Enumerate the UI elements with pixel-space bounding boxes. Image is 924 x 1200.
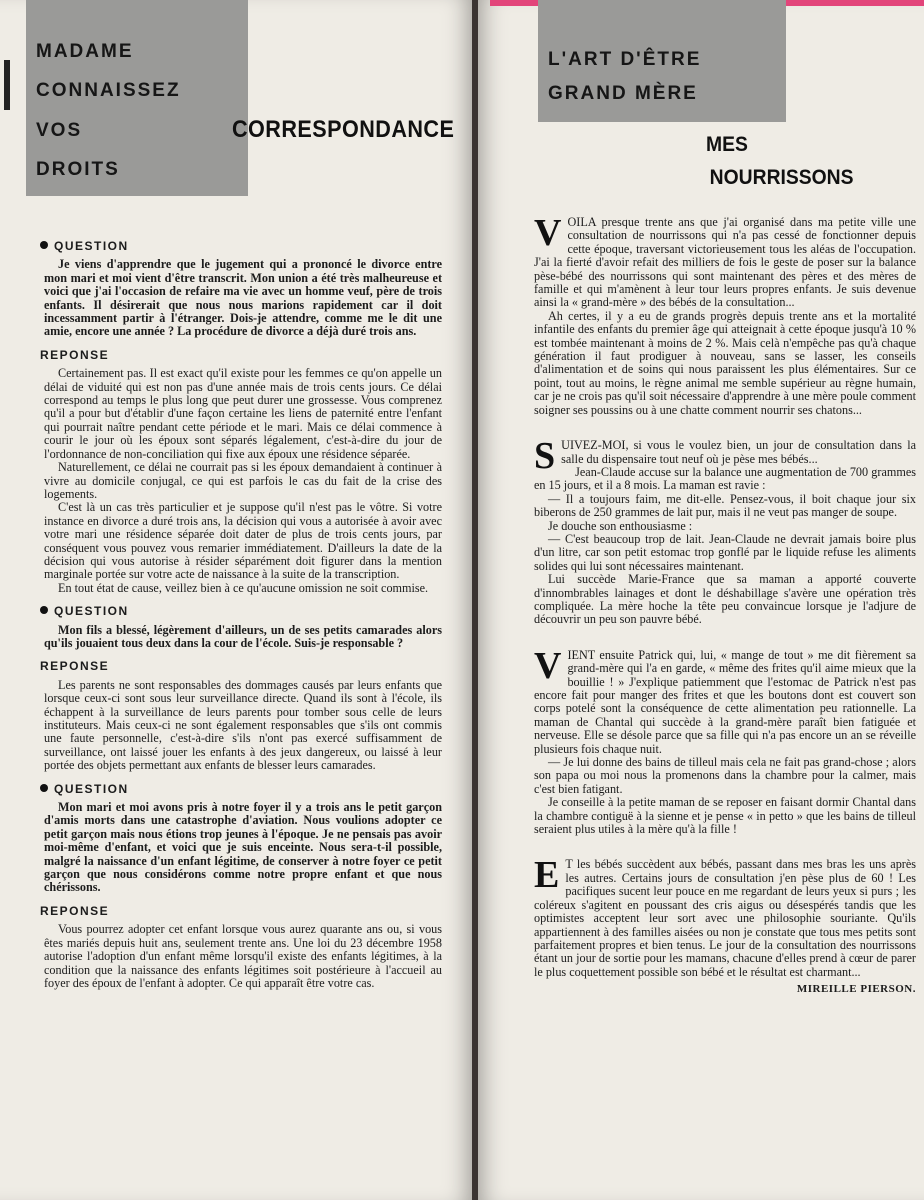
rubric-line: CONNAISSEZ <box>36 80 181 101</box>
rubric-line: DROITS <box>36 159 120 180</box>
article-paragraph: Jean-Claude accuse sur la balance une augmentation de 700 grammes en 15 jours, et il a 8 mois. La maman est ravie : <box>534 464 916 493</box>
page-edge-mark <box>4 60 10 110</box>
question-text: Je viens d'apprendre que le jugement qui a prononcé le divorce entre mon mari et moi vient d'être transcrit. Mon union a été très malheureuse et voici que j'ai l'occasion de refaire ma vie avec un homme veuf, père de trois enfants. Il désirerait que nous nous marions rapidement car il doit incessamment partir à l'étranger. Dois-je attendre, comme me le dit une amie, encore une année ? La procédure de divorce a déjà duré trois ans. <box>44 257 442 339</box>
drop-cap: V <box>534 212 562 254</box>
answer-paragraph: Certainement pas. Il est exact qu'il existe pour les femmes ce qu'on appelle un délai de viduité qui est non pas d'une année mais de trois cents jours. Ce délai correspond au temps le plus long que peut durer une grossesse. Vous comprenez qu'il a pour but d'établir d'une façon certaine les liens de paternité entre l'enfant qui pourrait naître pendant cette période et le mari. Mais ce délai commence à courir le jour où les époux sont séparés légalement, c'est-à-dire du jour de l'ordonnance de non-conciliation qui fixe aux époux une résidence séparée. <box>44 366 442 461</box>
article-title <box>706 128 854 194</box>
answer-paragraph: Naturellement, ce délai ne courrait pas si les époux demandaient à continuer à vivre au domicile conjugal, ce qui est parfois le cas du fait de la crise des logements. <box>44 460 442 501</box>
answer-paragraph: Les parents ne sont responsables des dommages causés par leurs enfants que lorsque ceux-ci sont sous leur surveillance directe. Quand ils sont à l'école, ils échappent à la surveillance de leurs parents pour tomber sous celle de leurs instituteurs. Mais ceux-ci ne sont également responsables que s'ils ont commis une faute personnelle, c'est-à-dire s'ils n'ont pas exercé suffisamment de surveillance, ont laissé jouer les enfants à des jeux dangereux, ou laissé à leur portée des objets permettant aux enfants de blesser leurs camarades. <box>44 677 442 773</box>
answer-paragraph: Vous pourrez adopter cet enfant lorsque vous aurez quarante ans ou, si vous êtes mariés depuis huit ans, seulement trente ans. Une loi du 23 décembre 1958 autorise l'adoption d'un enfant même lorsqu'il existe des enfants légitimes, à la condition que la naissance des enfants légitimes soit postérieure à l'accueil au foyer des époux de l'enfant à adopter. Ce qui apparaît être votre cas. <box>44 922 442 990</box>
article-paragraph: UIVEZ-MOI, si vous le voulez bien, un jour de consultation dans la salle du dispensaire tout neuf où je pèse mes bébés... <box>561 438 916 466</box>
article-paragraph: — C'est beaucoup trop de lait. Jean-Claude ne devrait jamais boire plus d'un litre, car son petit estomac trop gonflé par le liquide refuse les aliments solides qui lui sont nécessaires maintenant. <box>534 531 916 573</box>
question-text: Mon mari et moi avons pris à notre foyer il y a trois ans le petit garçon d'amis morts dans une catastrophe d'aviation. Nous voulions adopter ce petit garçon mais nous étions trop jeunes à l'époque. Je ne pensais pas avoir moi-même d'enfant, et voici que je suis enceinte. Nous sera-t-il possible, malgré la naissance d'un enfant légitime, de conserver à notre foyer ce petit garçon que nous considérons comme notre propre enfant et que nous chérissons. <box>44 800 442 895</box>
rubric-line: VOS <box>36 120 83 141</box>
answer-paragraph: C'est là un cas très particulier et je suppose qu'il n'est pas le vôtre. Si votre instance en divorce a duré trois ans, la décision qui vous a autorisée à avoir avec votre mari une résidence séparée doit dater de plus de trois cents jours, par conséquent vous pouvez vous remarier immédiatement. D'ailleurs la date de la décision qui vous autorise à résider séparément doit figurer dans la mention marginale portée sur votre acte de naissance à la suite de la transcription. <box>44 500 442 582</box>
article-section <box>534 644 916 837</box>
article-paragraph: — Je lui donne des bains de tilleul mais cela ne fait pas grand-chose ; alors son papa ou moi nous la promenons dans la chambre pour la calmer, mais c'est bien fatigant. <box>534 755 916 796</box>
qa-column <box>40 239 442 990</box>
question-text: Mon fils a blessé, légèrement d'ailleurs, un de ses petits camarades alors qu'ils jouaient tous deux dans la cour de l'école. Suis-je responsable ? <box>44 622 442 650</box>
article-paragraph: Ah certes, il y a eu de grands progrès depuis trente ans et la mortalité infantile des enfants du premier âge qui atteignait à cette époque jusqu'à 10 % est tombée maintenant à moins de 2 %. Mais celà n'empêche pas qu'à chaque génération il faut prodiguer à nouveau, sans se lasser, les conseils d'alimentation et de soins qui nous paraissent les plus élémentaires. Sur ce point, tout au moins, le règne animal me semble supérieur au règne humain, car je ne crois pas qu'il soit nécessaire d'apprendre à une mère poule comment soigner ses poussins ou à une chatte comment nourrir ses chatons... <box>534 308 916 417</box>
rubric-line: MADAME <box>36 41 134 62</box>
answer-label: REPONSE <box>40 659 110 674</box>
bullet-icon <box>40 784 48 792</box>
article-paragraph: Je douche son enthousiasme : <box>548 518 693 533</box>
article-paragraph: — Il a toujours faim, me dit-elle. Pensez-vous, il boit chaque jour six biberons de 250 grammes de lait pur, mais il ne veut pas manger de soupe. <box>534 491 916 520</box>
rubric-line: GRAND MÈRE <box>548 83 698 104</box>
drop-cap: E <box>534 854 560 897</box>
bullet-icon <box>40 606 48 614</box>
article-paragraph: Lui succède Marie-France que sa maman a apporté couverte d'innombrables lainages et dont le déshabillage s'avère une opération très compliquée. La mère hoche la tête peu convaincue lorsque je l'adjure de découvrir un peu son pauvre bébé. <box>534 572 916 627</box>
article-paragraph: T les bébés succèdent aux bébés, passant dans mes bras les uns après les autres. Certains jours de consultation j'en pèse plus de 60 ! Les pacifiques sucent leur pouce en me regardant de leurs yeux si purs ; les coléreux s'agitent en poussant des cris aigus ou désespérés tandis que les optimistes acceptent leur sort avec une philosophie souriante. Qu'ils appartiennent à des familles aisées ou non je constate que tous mes petits sont parfaitement propres et bien tenus. Le jour de la consultation des nourrissons étant un jour de sortie pour les mamans, chacune d'elles prend à cœur de parer le plus coquettement possible son bébé et le résultat est charmant... <box>534 857 916 979</box>
rubric-line: L'ART D'ÊTRE <box>548 49 702 70</box>
question-label: QUESTION <box>40 605 442 618</box>
title-line: MES <box>706 133 748 156</box>
article-paragraph: IENT ensuite Patrick qui, lui, « mange de tout » me dit fièrement sa grand-mère qui l'a en garde, « même des frites qu'il aime mieux que la bouillie ! » J'explique patiemment que l'estomac de Patrick n'est pas encore fait pour manger des frites et que les boutons dont est couvert son corps potelé sont la conséquence de cette alimentation peu rationnelle. La maman de Chantal qui succède à la grand-mère paraît bien fatiguée et nerveuse. Elle se désole parce que sa fille qui n'a pas encore un an se réveille plusieurs fois chaque nuit. <box>534 647 916 756</box>
rubric-box-grand-mere <box>538 0 786 122</box>
section-title-correspondance: CORRESPONDANCE <box>232 116 455 143</box>
article-section <box>534 435 916 627</box>
article-paragraph: OILA presque trente ans que j'ai organisé dans ma petite ville une consultation de nourrissons qui n'a pas cessé de fonctionner depuis cette époque, traversant victorieusement tous les aléas de l'occupation. J'ai la fierté d'avoir refait des milliers de fois le geste de poser sur la balance pèse-bébé des nourrissons qui sont maintenant des pères et des mères de famille et qui m'amènent à leur tour leurs propres enfants. Je suis devenue ainsi la « grand-mère » des bébés de la consultation... <box>534 215 916 310</box>
drop-cap: S <box>534 435 556 478</box>
rubric-box-madame <box>26 0 248 196</box>
question-label: QUESTION <box>40 240 442 253</box>
answer-label: REPONSE <box>40 347 110 362</box>
article-paragraph: Je conseille à la petite maman de se reposer en faisant dormir Chantal dans la chambre contiguë à la sienne et je pense « in petto » que les bains de tilleul seraient plus utiles à la mère qu'à la fille ! <box>534 795 916 837</box>
drop-cap: V <box>534 644 562 687</box>
title-line: NOURRISSONS <box>709 166 854 189</box>
answer-label: REPONSE <box>40 903 110 918</box>
article-column <box>534 212 916 997</box>
author-signature: MIREILLE PIERSON. <box>796 983 916 996</box>
article-section <box>534 854 916 979</box>
article-section <box>534 212 916 417</box>
bullet-icon <box>40 241 48 249</box>
answer-paragraph: En tout état de cause, veillez bien à ce qu'aucune omission ne soit commise. <box>58 580 429 595</box>
question-label: QUESTION <box>40 783 442 796</box>
